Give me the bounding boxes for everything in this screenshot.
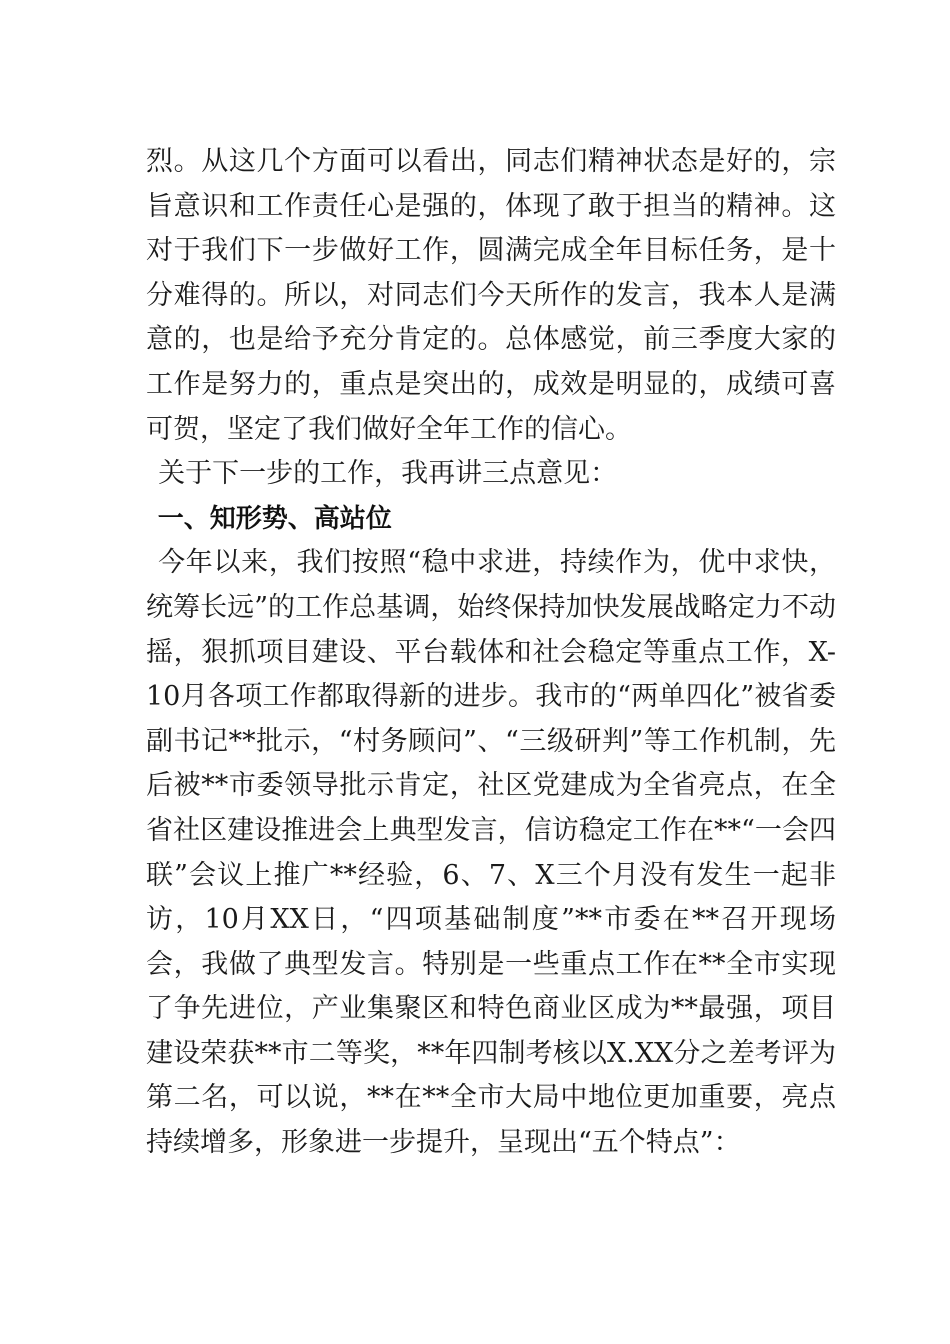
section-heading: 一、知形势、高站位 (157, 503, 392, 534)
paragraph-continuation: 烈。从这几个方面可以看出，同志们精神状态是好的，宗旨意识和工作责任心是强的，体现了敢于担当的精神。这对于我们下一步做好工作，圆满完成全年目标任务，是十分难得的。所以，对同志们今天所作的发言，我本人是满意的，也是给予充分肯定的。总体感觉，前三季度大家的工作是努力的，重点是突出的，成效是明显的，成绩可喜可贺，坚定了我们做好全年工作的信心。 (146, 146, 836, 445)
paragraph-body: 今年以来，我们按照“稳中求进，持续作为，优中求快，统筹长远”的工作总基调，始终保持加快发展战略定力不动摇，狠抓项目建设、平台载体和社会稳定等重点工作，X-10月各项工作都取得新的进步。我市的“两单四化”被省委副书记**批示，“村务顾问”、“三级研判”等工作机制，先后被**市委领导批示肯定，社区党建成为全省亮点，在全省社区建设推进会上典型发言，信访稳定工作在**“一会四联”会议上推广**经验，6、7、X三个月没有发生一起非访，10月XX日，“四项基础制度”**市委在**召开现场会，我做了典型发言。特别是一些重点工作在**全市实现了争先进位，产业集聚区和特色商业区成为**最强，项目建设荣获**市二等奖，**年四制考核以X.XX分之差考评为第二名，可以说，**在**全市大局中地位更加重要，亮点持续增多，形象进一步提升，呈现出“五个特点”： (146, 547, 836, 1159)
document-body (146, 140, 836, 1166)
paragraph-intro: 关于下一步的工作，我再讲三点意见： (158, 458, 618, 490)
